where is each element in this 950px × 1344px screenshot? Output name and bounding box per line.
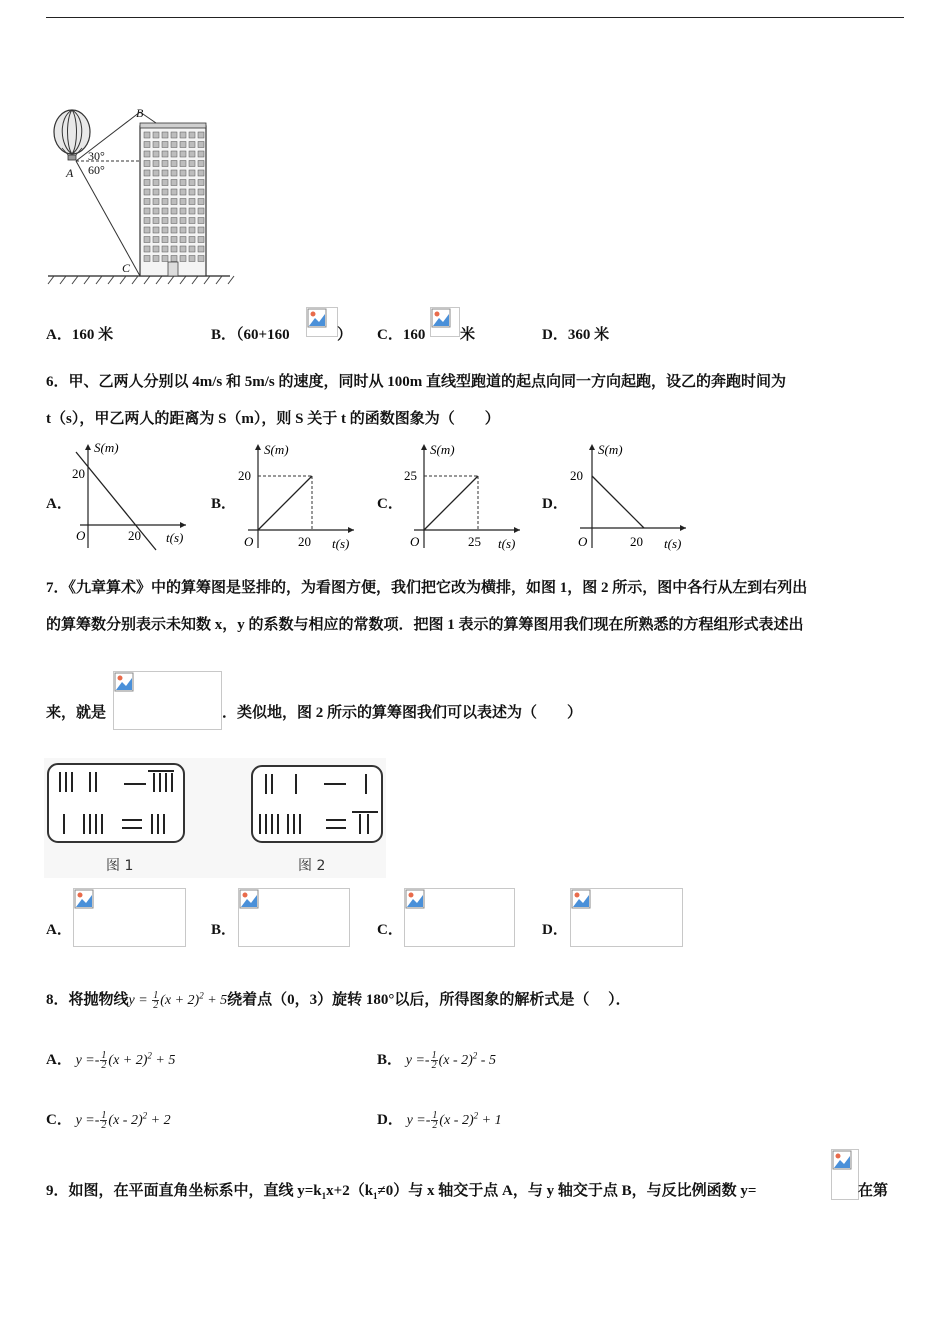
option-text: 360 米 bbox=[567, 327, 610, 343]
q7-stem-line3-post: ．类似地，图 2 所示的算筹图我们可以表述为（ ） bbox=[222, 705, 583, 721]
building-window bbox=[153, 170, 159, 176]
building-window bbox=[162, 189, 168, 195]
q7-option-b-image-placeholder[interactable] bbox=[238, 888, 350, 947]
graph-x-tick: 20 bbox=[298, 534, 311, 549]
graph-y-axis-label: S(m) bbox=[598, 442, 623, 457]
building-window bbox=[171, 189, 177, 195]
building-window bbox=[144, 246, 150, 252]
building-window bbox=[180, 151, 186, 157]
building-window bbox=[171, 218, 177, 224]
graph-x-tick: 20 bbox=[128, 528, 141, 543]
building-window bbox=[144, 189, 150, 195]
building-window bbox=[171, 142, 177, 148]
q8-stem-pre: 8．将抛物线 bbox=[46, 992, 129, 1008]
building-window bbox=[162, 237, 168, 243]
broken-image-icon bbox=[431, 308, 451, 328]
building-window bbox=[162, 256, 168, 262]
building-window bbox=[189, 218, 195, 224]
building-window bbox=[198, 218, 204, 224]
building-window bbox=[198, 237, 204, 243]
building-window bbox=[180, 237, 186, 243]
q6-graph-c[interactable] bbox=[402, 440, 524, 554]
building-window bbox=[162, 151, 168, 157]
building-window bbox=[153, 189, 159, 195]
building-window bbox=[144, 132, 150, 138]
option-letter: A． bbox=[46, 327, 72, 343]
q7-stem-line3-pre: 来，就是 bbox=[46, 705, 107, 721]
graph-origin-label: O bbox=[244, 534, 254, 549]
building-window bbox=[180, 132, 186, 138]
graph-y-axis-label: S(m) bbox=[264, 442, 289, 457]
q5-option-a[interactable] bbox=[46, 323, 113, 344]
building-window bbox=[162, 161, 168, 167]
option-letter: B． bbox=[211, 327, 237, 343]
q5-angle-60: 60° bbox=[88, 163, 105, 177]
q5-option-b-image-placeholder bbox=[306, 307, 338, 337]
q7-equation-image-placeholder bbox=[113, 671, 222, 730]
building-window bbox=[180, 256, 186, 262]
building-window bbox=[189, 142, 195, 148]
building-window bbox=[180, 246, 186, 252]
building-window bbox=[153, 218, 159, 224]
broken-image-icon bbox=[307, 308, 327, 328]
building-window bbox=[189, 246, 195, 252]
q8-stem-post: 绕着点（0，3）旋转 180°以后，所得图象的解析式是（ ）． bbox=[227, 992, 631, 1008]
building-window bbox=[189, 151, 195, 157]
building-window bbox=[198, 170, 204, 176]
building-window bbox=[189, 199, 195, 205]
q5-option-c-unit: 米 bbox=[460, 327, 476, 343]
building-window bbox=[162, 208, 168, 214]
building-window bbox=[198, 208, 204, 214]
building-window bbox=[180, 218, 186, 224]
building-window bbox=[171, 246, 177, 252]
q7-option-c-image-placeholder[interactable] bbox=[404, 888, 515, 947]
building-window bbox=[162, 170, 168, 176]
q5-balloon-building-figure bbox=[44, 104, 240, 290]
broken-image-icon bbox=[74, 889, 94, 909]
building-window bbox=[189, 132, 195, 138]
graph-origin-label: O bbox=[578, 534, 588, 549]
option-letter: D． bbox=[542, 327, 568, 343]
building-window bbox=[144, 199, 150, 205]
building-window bbox=[189, 208, 195, 214]
q5-label-B: B bbox=[136, 106, 144, 120]
building-window bbox=[189, 180, 195, 186]
building-window bbox=[144, 227, 150, 233]
building-window bbox=[153, 161, 159, 167]
graph-x-tick: 25 bbox=[468, 534, 481, 549]
building-window bbox=[171, 199, 177, 205]
q7-counting-rod-figures bbox=[44, 758, 386, 878]
building-window bbox=[180, 170, 186, 176]
building-window bbox=[171, 170, 177, 176]
building-window bbox=[198, 161, 204, 167]
building-window bbox=[171, 151, 177, 157]
q5-option-b[interactable] bbox=[211, 323, 290, 344]
broken-image-icon bbox=[832, 1150, 852, 1170]
q8-option-b[interactable]: B． y =- $\frac{1}{2}$ (x - 2)$^2$ - 5 bbox=[377, 1050, 496, 1072]
q5-angle-30: 30° bbox=[88, 149, 105, 163]
building-window bbox=[180, 180, 186, 186]
building-window bbox=[144, 256, 150, 262]
building-window bbox=[162, 199, 168, 205]
building-window bbox=[180, 227, 186, 233]
building-window bbox=[162, 142, 168, 148]
graph-y-axis-label: S(m) bbox=[430, 442, 455, 457]
building-window bbox=[153, 132, 159, 138]
building-window bbox=[153, 256, 159, 262]
q7-option-c-letter[interactable]: C． bbox=[377, 922, 403, 938]
option-text-pre: （60+160 bbox=[236, 327, 290, 343]
building-window bbox=[144, 237, 150, 243]
q8-stem bbox=[46, 988, 631, 1010]
broken-image-icon bbox=[571, 889, 591, 909]
building-window bbox=[153, 246, 159, 252]
q6-option-b-letter[interactable]: B． bbox=[211, 496, 237, 512]
q6-option-a-letter[interactable]: A． bbox=[46, 496, 72, 512]
building-window bbox=[198, 180, 204, 186]
graph-y-axis-label: S(m) bbox=[94, 440, 119, 455]
q9-stem-end: 在第 bbox=[858, 1183, 889, 1199]
option-text-pre: 160 bbox=[402, 327, 426, 343]
graph-x-axis-label: t(s) bbox=[332, 536, 350, 551]
q5-option-c-image-placeholder bbox=[430, 307, 460, 337]
building-window bbox=[153, 208, 159, 214]
graph-x-axis-label: t(s) bbox=[498, 536, 516, 551]
building-window bbox=[171, 227, 177, 233]
building-window bbox=[171, 161, 177, 167]
q7-option-a-letter[interactable]: A． bbox=[46, 922, 72, 938]
building-window bbox=[198, 256, 204, 262]
graph-y-tick: 20 bbox=[238, 468, 251, 483]
building-window bbox=[162, 218, 168, 224]
building-window bbox=[153, 151, 159, 157]
building-window bbox=[153, 227, 159, 233]
building-window bbox=[198, 142, 204, 148]
building-window bbox=[153, 237, 159, 243]
building-window bbox=[189, 161, 195, 167]
q7-option-d-letter[interactable]: D． bbox=[542, 922, 568, 938]
building-window bbox=[189, 170, 195, 176]
q6-graph-a[interactable] bbox=[70, 440, 192, 554]
building-window bbox=[162, 180, 168, 186]
graph-y-tick: 25 bbox=[404, 468, 417, 483]
option-letter: C． bbox=[377, 327, 403, 343]
building-window bbox=[198, 199, 204, 205]
q5-option-c[interactable] bbox=[377, 323, 425, 344]
q7-fig2-caption: 图 2 bbox=[298, 858, 326, 874]
q7-option-b-letter[interactable]: B． bbox=[211, 922, 237, 938]
building-window bbox=[144, 180, 150, 186]
building-window bbox=[153, 199, 159, 205]
q6-option-c-letter[interactable]: C． bbox=[377, 496, 403, 512]
building-window bbox=[180, 208, 186, 214]
q5-label-A: A bbox=[66, 166, 74, 180]
q7-stem-line2: 的算筹数分别表示未知数 x，y 的系数与相应的常数项．把图 1 表示的算筹图用我们现在所熟悉的方程组形式表述出 bbox=[46, 617, 804, 633]
building-window bbox=[180, 189, 186, 195]
q6-graph-b[interactable] bbox=[236, 440, 358, 554]
building-window bbox=[144, 142, 150, 148]
building-window bbox=[198, 246, 204, 252]
building-window bbox=[180, 161, 186, 167]
building-window bbox=[144, 151, 150, 157]
building-window bbox=[198, 189, 204, 195]
building-window bbox=[171, 237, 177, 243]
q7-fig1-caption: 图 1 bbox=[106, 858, 134, 874]
q8-option-d[interactable]: D． y =- $\frac{1}{2}$ (x - 2)$^2$ + 1 bbox=[377, 1110, 502, 1132]
q6-stem-line2: t（s），甲乙两人的距离为 S（m），则 S 关于 t 的函数图象为（ ） bbox=[46, 411, 500, 427]
building-window bbox=[189, 227, 195, 233]
building-window bbox=[189, 237, 195, 243]
building-window bbox=[171, 132, 177, 138]
building-window bbox=[171, 180, 177, 186]
building-window bbox=[162, 132, 168, 138]
building-window bbox=[189, 256, 195, 262]
broken-image-icon bbox=[114, 672, 134, 692]
broken-image-icon bbox=[405, 889, 425, 909]
header-rule bbox=[46, 17, 904, 18]
q8-stem-formula: y = $\frac{1}{2}$ $(x + 2)^2 + 5$ bbox=[128, 990, 228, 1012]
building-window bbox=[189, 189, 195, 195]
graph-x-axis-label: t(s) bbox=[664, 536, 682, 551]
q8-option-a[interactable]: A． y =- $\frac{1}{2}$ $(x + 2)^2 + 5$ bbox=[46, 1050, 176, 1072]
q5-label-C: C bbox=[122, 261, 131, 275]
building-window bbox=[180, 199, 186, 205]
building-window bbox=[198, 132, 204, 138]
option-text: 160 米 bbox=[71, 327, 114, 343]
q6-graph-d[interactable] bbox=[568, 440, 690, 554]
q5-option-d[interactable] bbox=[542, 323, 609, 344]
graph-x-axis-label: t(s) bbox=[166, 530, 184, 545]
q6-option-d-letter[interactable]: D． bbox=[542, 496, 568, 512]
graph-y-tick: 20 bbox=[72, 466, 85, 481]
building-window bbox=[198, 151, 204, 157]
graph-x-tick: 20 bbox=[630, 534, 643, 549]
building-window bbox=[171, 256, 177, 262]
q8-option-c[interactable]: C． y =- $\frac{1}{2}$ (x - 2)$^2$ + 2 bbox=[46, 1110, 171, 1132]
building-window bbox=[153, 180, 159, 186]
graph-origin-label: O bbox=[76, 528, 86, 543]
q9-function-image-placeholder bbox=[831, 1149, 859, 1200]
building-window bbox=[144, 208, 150, 214]
building-window bbox=[144, 170, 150, 176]
building-window bbox=[144, 161, 150, 167]
broken-image-icon bbox=[239, 889, 259, 909]
q7-stem-line1: 7．《九章算术》中的算筹图是竖排的，为看图方便，我们把它改为横排，如图 1，图 2 所示，图中各行从左到右列出 bbox=[46, 580, 808, 596]
q6-stem-line1: 6．甲、乙两人分别以 4m/s 和 5m/s 的速度，同时从 100m 直线型跑道的起点向同一方向起跑，设乙的奔跑时间为 bbox=[46, 374, 786, 390]
q7-option-d-image-placeholder[interactable] bbox=[570, 888, 683, 947]
building-window bbox=[162, 227, 168, 233]
building-window bbox=[198, 227, 204, 233]
q7-option-a-image-placeholder[interactable] bbox=[73, 888, 186, 947]
building-window bbox=[162, 246, 168, 252]
q5-option-b-close: ） bbox=[337, 327, 353, 343]
graph-origin-label: O bbox=[410, 534, 420, 549]
q9-stem: 9．如图，在平面直角坐标系中，直线 $y=k_1x+2(k_1\ne 0)$与 x 轴交于点 A，与 y 轴交于点 B，与反比例函数 y= bbox=[46, 1183, 757, 1201]
building-window bbox=[144, 218, 150, 224]
building-window bbox=[153, 142, 159, 148]
building-window bbox=[180, 142, 186, 148]
building-window bbox=[171, 208, 177, 214]
graph-y-tick: 20 bbox=[570, 468, 583, 483]
